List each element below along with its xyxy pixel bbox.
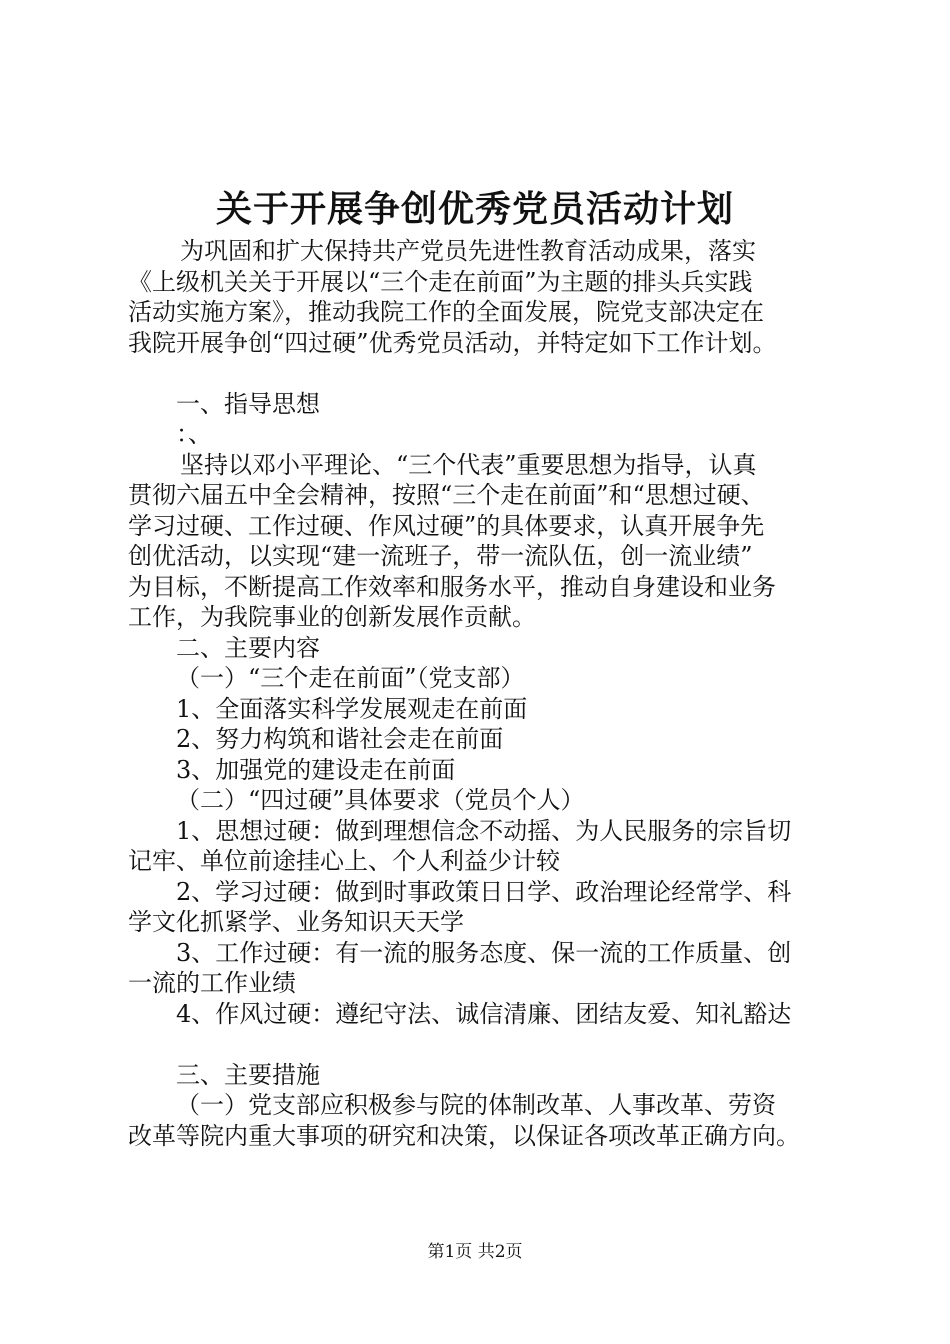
subsection-heading: （一）“三个走在前面”（党支部） xyxy=(176,664,525,692)
section-heading: 二、主要内容 xyxy=(176,633,320,662)
paragraph-line: 坚持以邓小平理论、“三个代表”重要思想为指导，认真 xyxy=(180,450,757,479)
paragraph-line: 学习过硬、工作过硬、作风过硬”的具体要求，认真开展争先 xyxy=(128,511,765,540)
paragraph-line: 贯彻六届五中全会精神，按照“三个走在前面”和“思想过硬、 xyxy=(128,481,765,509)
paragraph-line: 为巩固和扩大保持共产党员先进性教育活动成果，落实 xyxy=(180,237,756,265)
list-item: 3、加强党的建设走在前面 xyxy=(176,755,456,784)
paragraph-line: （一）党支部应积极参与院的体制改革、人事改革、劳资 xyxy=(176,1091,776,1119)
paragraph-line: 为目标，不断提高工作效率和服务水平，推动自身建设和业务 xyxy=(128,572,776,601)
subsection-heading: （二）“四过硬”具体要求（党员个人） xyxy=(176,786,585,814)
list-item: 2、努力构筑和谐社会走在前面 xyxy=(176,725,504,753)
list-item: 1、全面落实科学发展观走在前面 xyxy=(176,694,528,723)
paragraph-line: 活动实施方案》，推动我院工作的全面发展，院党支部决定在 xyxy=(128,298,764,326)
list-item-continuation: 记牢、单位前途挂心上、个人利益少计较 xyxy=(128,847,560,875)
paragraph-line: 创优活动，以实现“建一流班子，带一流队伍，创一流业绩” xyxy=(128,542,753,570)
document-title: 关于开展争创优秀党员活动计划 xyxy=(215,188,734,230)
paragraph-line: 工作，为我院事业的创新发展作贡献。 xyxy=(128,603,536,631)
document-body xyxy=(128,236,843,1151)
list-item: 3、工作过硬：有一流的服务态度、保一流的工作质量、创 xyxy=(176,938,792,967)
list-item: 2、学习过硬：做到时事政策日日学、政治理论经常学、科 xyxy=(176,877,792,906)
list-item-continuation: 一流的工作业绩 xyxy=(128,969,296,997)
blank-line xyxy=(128,1029,843,1060)
blank-line xyxy=(128,358,843,389)
page-footer: 第1页 共2页 xyxy=(427,1242,523,1262)
paragraph-line: ：、 xyxy=(176,420,212,448)
section-heading: 一、指导思想 xyxy=(176,389,320,418)
list-item: 1、思想过硬：做到理想信念不动摇、为人民服务的宗旨切 xyxy=(176,816,792,845)
list-item: 4、作风过硬：遵纪守法、诚信清廉、团结友爱、知礼豁达 xyxy=(176,999,792,1028)
section-heading: 三、主要措施 xyxy=(176,1060,320,1089)
list-item-continuation: 学文化抓紧学、业务知识天天学 xyxy=(128,908,464,936)
paragraph-line: 我院开展争创“四过硬”优秀党员活动，并特定如下工作计划。 xyxy=(128,328,777,357)
paragraph-line: 改革等院内重大事项的研究和决策，以保证各项改革正确方向。 xyxy=(128,1121,800,1150)
paragraph-line: 《上级机关关于开展以“三个走在前面”为主题的排头兵实践 xyxy=(128,267,753,296)
